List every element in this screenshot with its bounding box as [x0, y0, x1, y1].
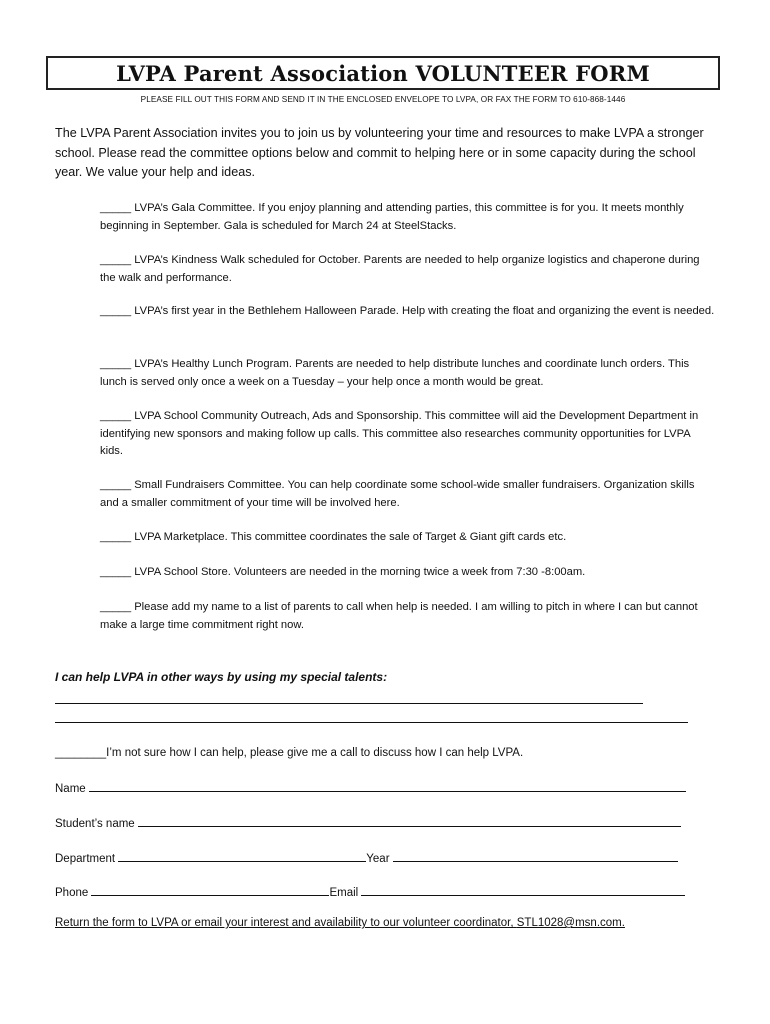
talents-line-2[interactable] — [55, 722, 688, 723]
email-input-line[interactable] — [361, 884, 685, 896]
department-input-line[interactable] — [118, 850, 366, 862]
option-kindness-walk[interactable]: _____ LVPA’s Kindness Walk scheduled for October. Parents are needed to help organize logistics and chaperone during the walk and performance. — [100, 254, 700, 284]
email-label: Email — [329, 887, 359, 899]
department-year-field — [55, 850, 678, 867]
phone-label: Phone — [55, 887, 89, 899]
not-sure-text: I’m not sure how I can help, please give me a call to discuss how I can help LVPA. — [106, 747, 524, 759]
option-marketplace[interactable]: _____ LVPA Marketplace. This committee coordinates the sale of Target & Giant gift cards etc. — [100, 531, 567, 543]
name-field — [55, 780, 686, 797]
option-halloween-parade[interactable]: _____ LVPA’s first year in the Bethlehem Halloween Parade. Help with creating the float and organizing the event is needed. — [100, 305, 715, 317]
not-sure-blank[interactable]: ________ — [55, 747, 107, 759]
student-name-input-line[interactable] — [138, 815, 681, 827]
student-name-field — [55, 815, 681, 832]
title-box — [46, 56, 720, 90]
return-note — [55, 917, 625, 929]
option-small-fundraisers[interactable]: _____ Small Fundraisers Committee. You can help coordinate some school-wide smaller fundraisers. Organization skills and a smaller commitment of your time will be involved here. — [100, 479, 695, 509]
return-note-text: Return the form to LVPA or email your interest and availability to our volunteer coordinator, — [55, 917, 514, 929]
phone-email-field — [55, 884, 685, 901]
option-school-store[interactable]: _____ LVPA School Store. Volunteers are needed in the morning twice a week from 7:30 -8:00am. — [100, 566, 586, 578]
talents-label: I can help LVPA in other ways by using my special talents: — [55, 670, 388, 684]
name-label: Name — [55, 783, 86, 795]
student-name-label: Student’s name — [55, 818, 135, 830]
not-sure-line[interactable] — [55, 745, 523, 761]
year-input-line[interactable] — [393, 850, 678, 862]
phone-input-line[interactable] — [91, 884, 329, 896]
option-community-outreach[interactable]: _____ LVPA School Community Outreach, Ads and Sponsorship. This committee will aid the Development Department in identifying new sponsors and making follow up calls. This committee also researches community opportunities for LVPA kids. — [100, 410, 699, 457]
option-healthy-lunch[interactable]: _____ LVPA’s Healthy Lunch Program. Parents are needed to help distribute lunches and coordinate lunch orders. This lunch is served only once a week on a Tuesday – your help once a month would be great. — [100, 358, 690, 388]
instructions-subtitle: PLEASE FILL OUT THIS FORM AND SEND IT IN THE ENCLOSED ENVELOPE TO LVPA, OR FAX THE FORM TO 610-868-1446 — [140, 95, 626, 104]
page-title: LVPA Parent Association VOLUNTEER FORM — [116, 60, 650, 86]
department-label: Department — [55, 853, 116, 865]
option-gala-committee[interactable]: _____ LVPA’s Gala Committee. If you enjoy planning and attending parties, this committee is for you. It meets monthly beginning in September. Gala is scheduled for March 24 at SteelStacks. — [100, 202, 684, 232]
talents-line-1[interactable] — [55, 703, 643, 704]
coordinator-email-link[interactable]: STL1028@msn.com. — [516, 917, 625, 929]
intro-paragraph: The LVPA Parent Association invites you to join us by volunteering your time and resources to make LVPA a stronger school. Please read the committee options below and commit to helping here or in some capacity during the school year. We value your help and ideas. — [55, 126, 704, 179]
name-input-line[interactable] — [89, 780, 686, 792]
year-label: Year — [366, 853, 390, 865]
option-call-list[interactable]: _____ Please add my name to a list of parents to call when help is needed. I am willing to pitch in where I can but cannot make a large time commitment right now. — [100, 601, 698, 631]
